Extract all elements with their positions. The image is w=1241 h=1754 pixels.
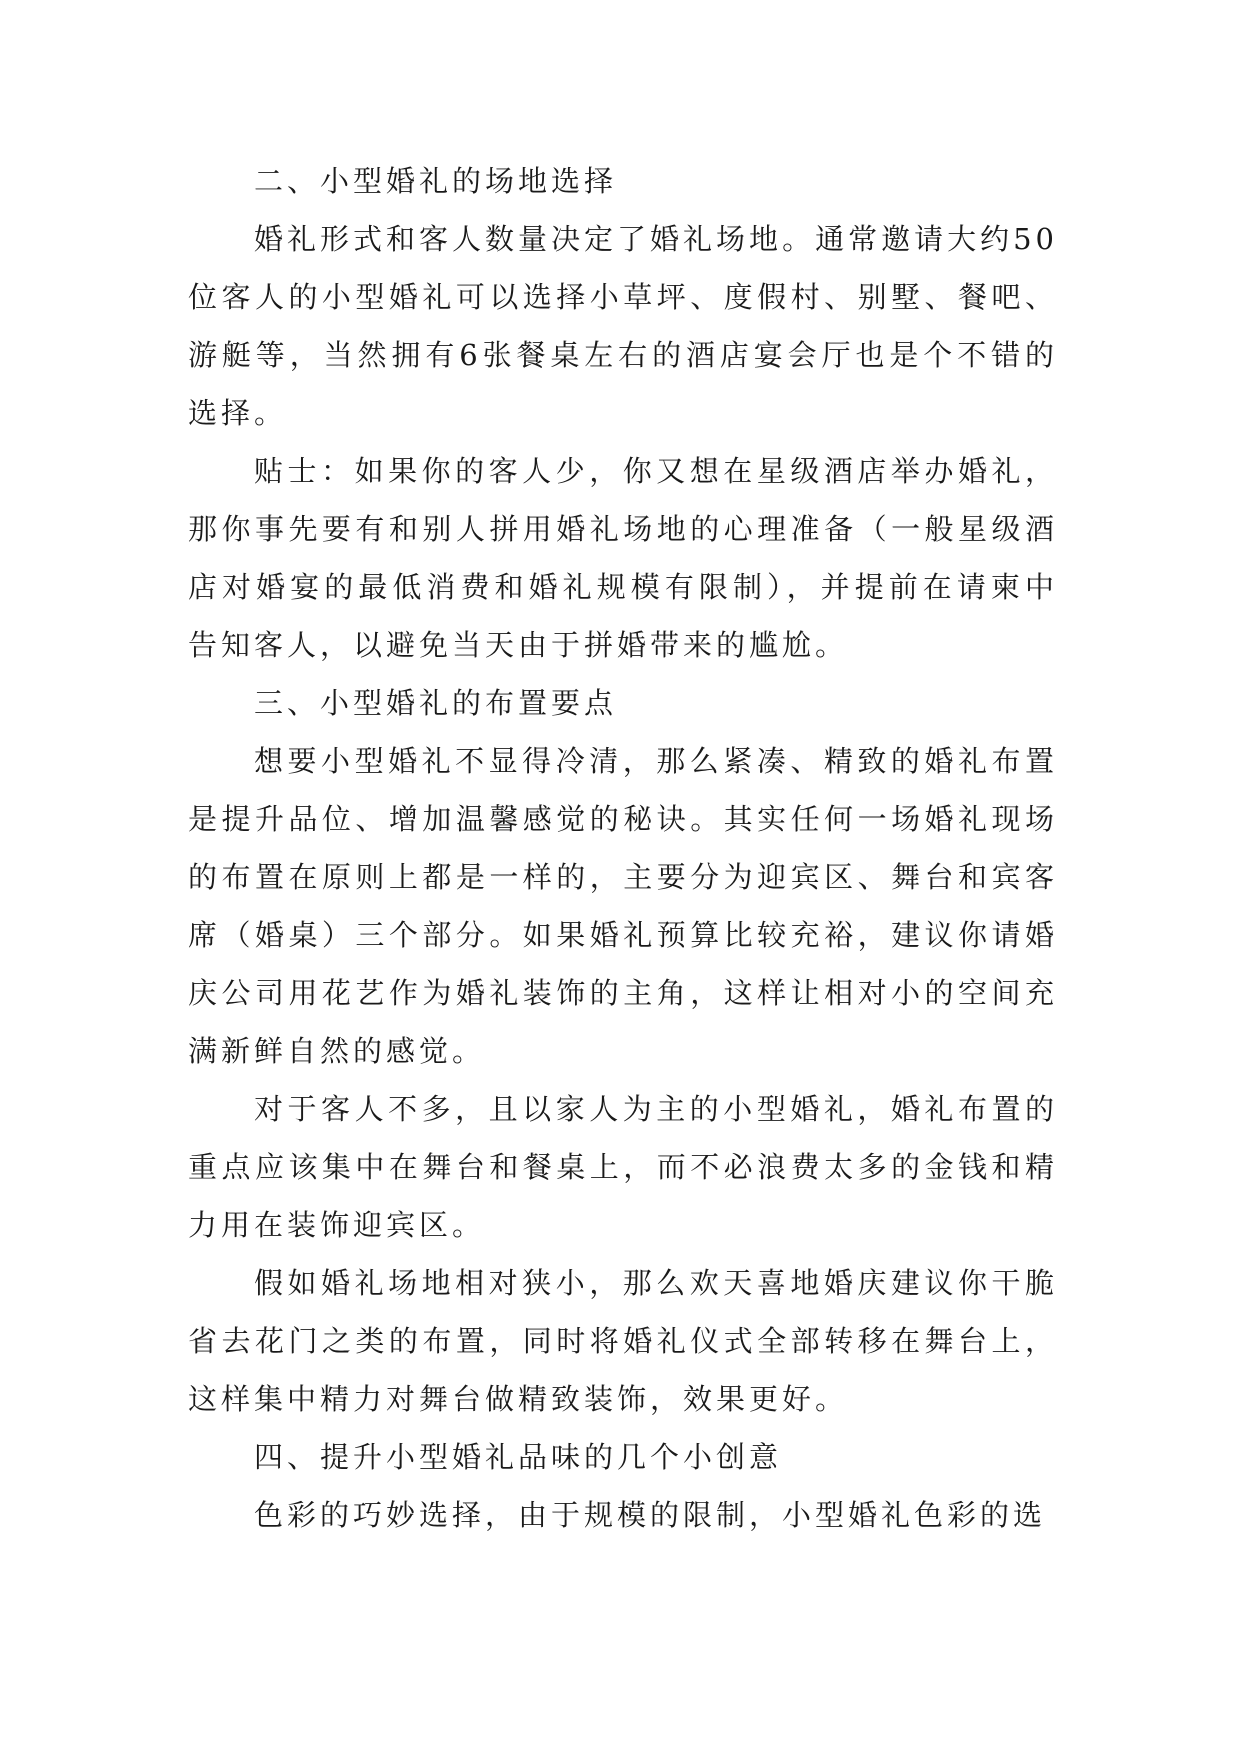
section-heading-venue: 二、小型婚礼的场地选择 xyxy=(254,164,618,198)
section-heading-ideas: 四、提升小型婚礼品味的几个小创意 xyxy=(254,1440,783,1474)
section-heading-decoration: 三、小型婚礼的布置要点 xyxy=(254,686,618,720)
document-body xyxy=(188,152,1058,1544)
paragraph-decoration-focus: 对于客人不多，且以家人为主的小型婚礼，婚礼布置的重点应该集中在舞台和餐桌上，而不必浪费太多的金钱和精力用在装饰迎宾区。 xyxy=(188,1092,1058,1242)
paragraph-small-venue: 假如婚礼场地相对狭小，那么欢天喜地婚庆建议你干脆省去花门之类的布置，同时将婚礼仪式全部转移在舞台上，这样集中精力对舞台做精致装饰，效果更好。 xyxy=(188,1266,1058,1416)
paragraph-venue-options: 婚礼形式和客人数量决定了婚礼场地。通常邀请大约50位客人的小型婚礼可以选择小草坪、度假村、别墅、餐吧、游艇等，当然拥有6张餐桌左右的酒店宴会厅也是个不错的选择。 xyxy=(188,222,1058,430)
paragraph-tip: 贴士：如果你的客人少，你又想在星级酒店举办婚礼，那你事先要有和别人拼用婚礼场地的心理准备（一般星级酒店对婚宴的最低消费和婚礼规模有限制），并提前在请柬中告知客人，以避免当天由于拼婚带来的尴尬。 xyxy=(188,454,1058,662)
paragraph-color-choice: 色彩的巧妙选择，由于规模的限制，小型婚礼色彩的选 xyxy=(254,1498,1047,1532)
paragraph-decoration-layout: 想要小型婚礼不显得冷清，那么紧凑、精致的婚礼布置是提升品位、增加温馨感觉的秘诀。其实任何一场婚礼现场的布置在原则上都是一样的，主要分为迎宾区、舞台和宾客席（婚桌）三个部分。如果婚礼预算比较充裕，建议你请婚庆公司用花艺作为婚礼装饰的主角，这样让相对小的空间充满新鲜自然的感觉。 xyxy=(188,744,1058,1068)
